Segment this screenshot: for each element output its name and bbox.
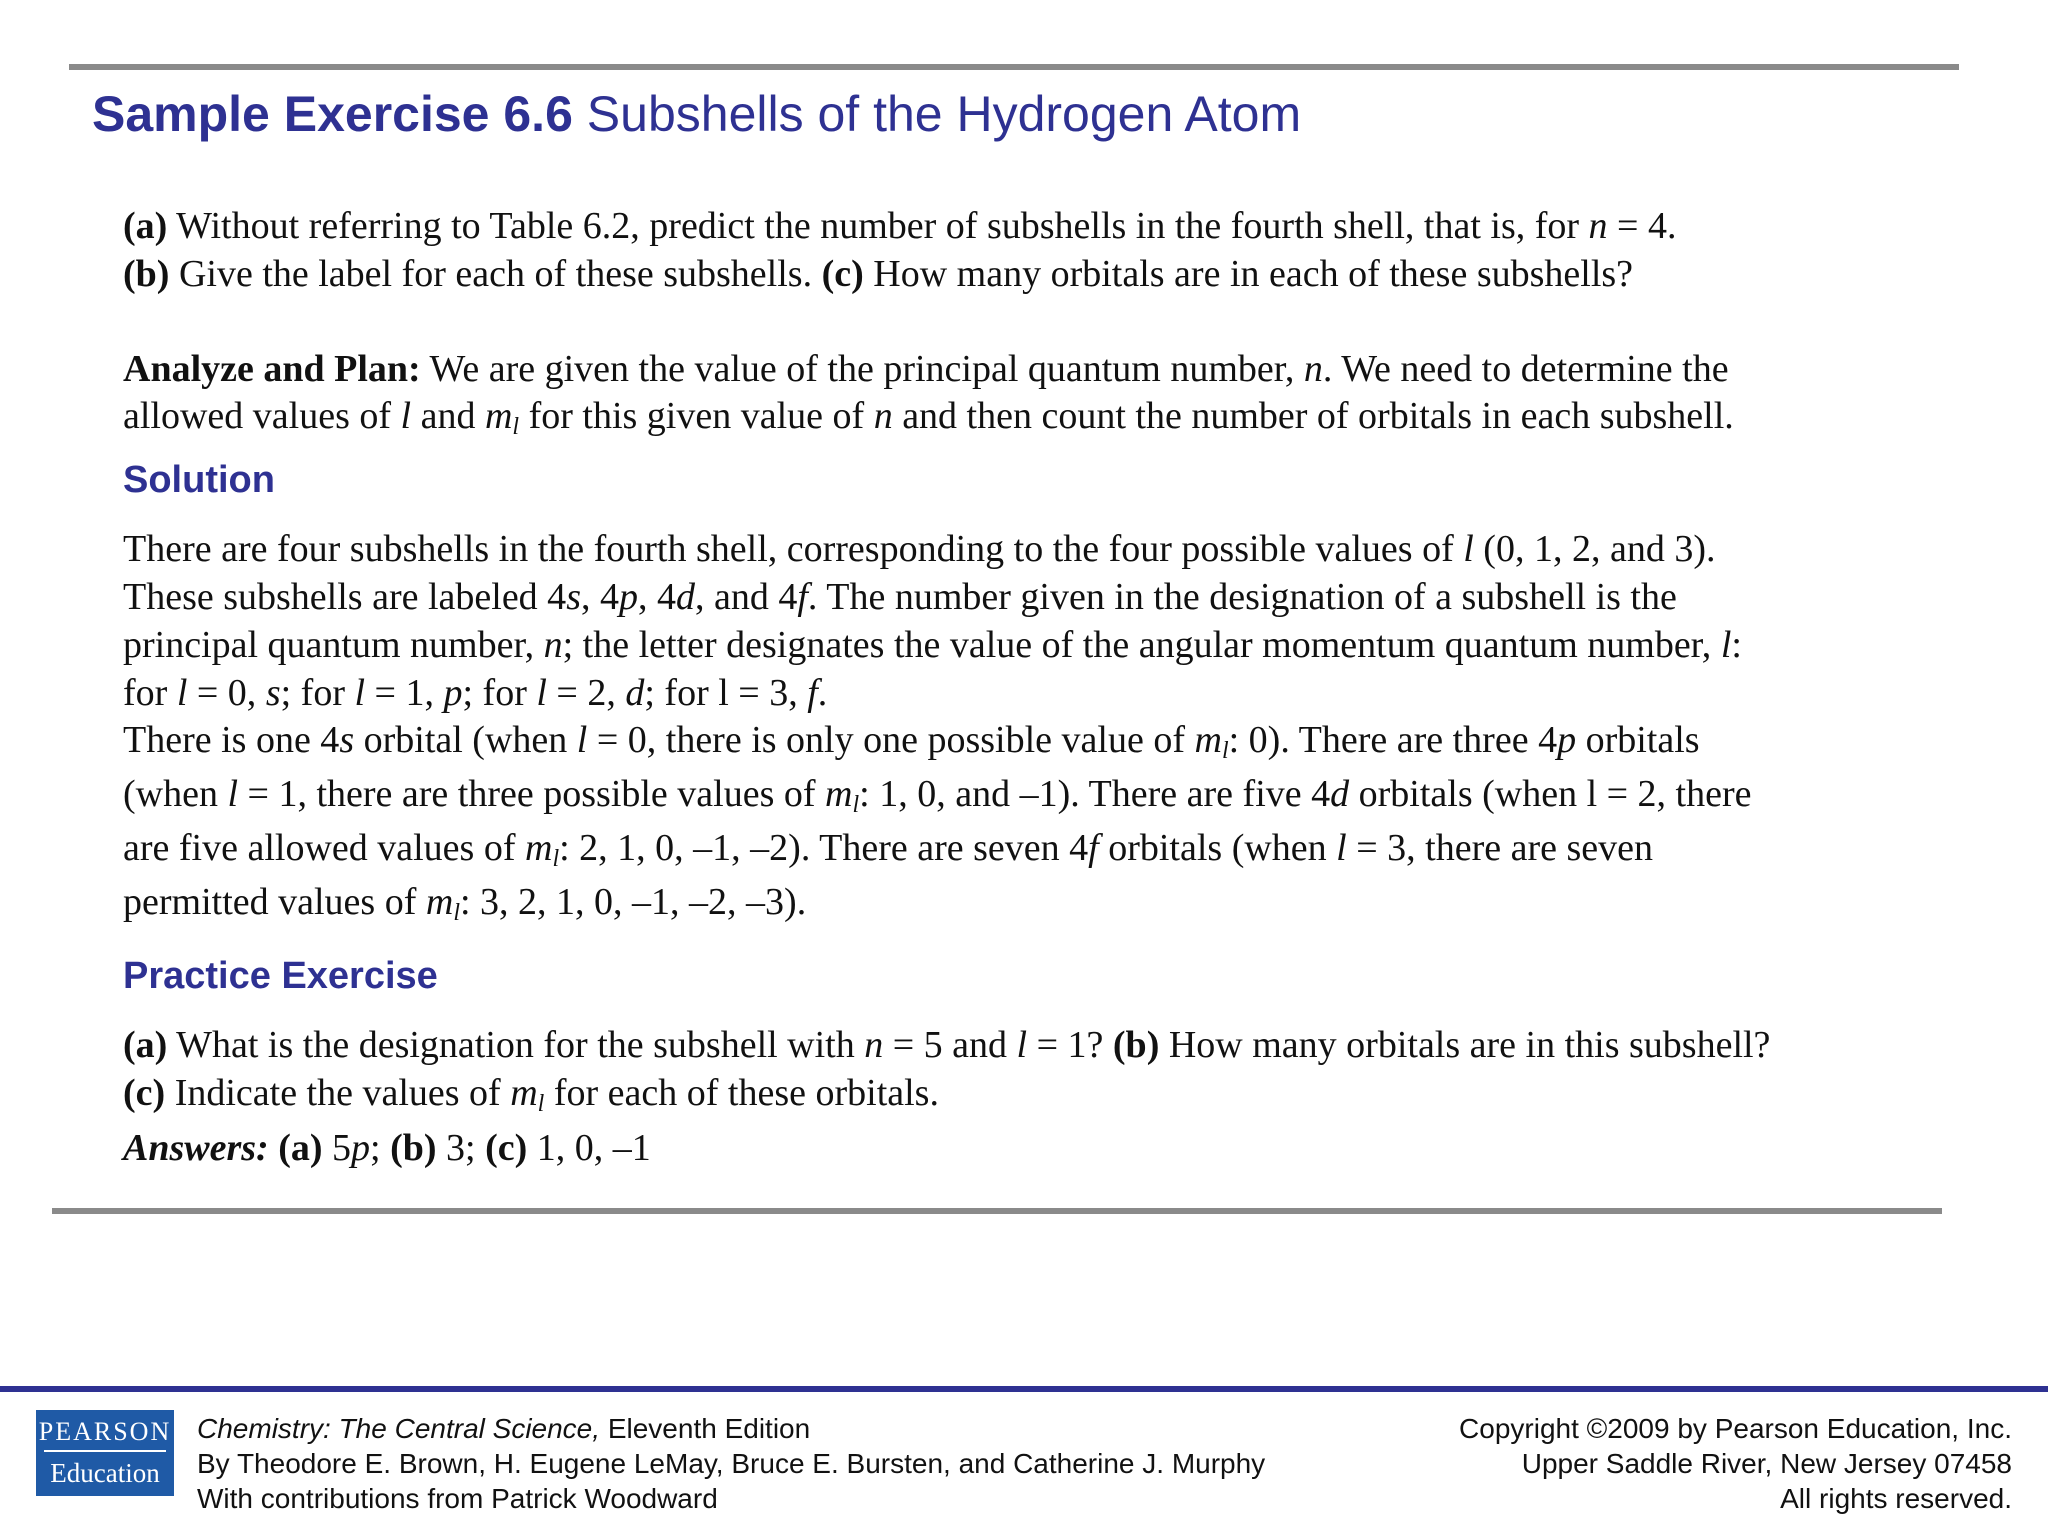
footer-authors: By Theodore E. Brown, H. Eugene LeMay, Bruce E. Bursten, and Catherine J. Murphy xyxy=(197,1448,1266,1479)
solution-line-3: principal quantum number, n; the letter designates the value of the angular momentum quantum number, l: xyxy=(123,624,1742,666)
exercise-number: Sample Exercise 6.6 xyxy=(92,86,573,142)
footer-contributions: With contributions from Patrick Woodward xyxy=(197,1483,718,1514)
solution-line-2: These subshells are labeled 4s, 4p, 4d, and 4f. The number given in the designation of a subshell is the xyxy=(123,576,1677,618)
footer-book-title: Chemistry: The Central Science, Eleventh Edition xyxy=(197,1413,811,1444)
top-divider xyxy=(69,64,1959,70)
solution-line-8: permitted values of $m_l$: 3, 2, 1, 0, –1, –2, –3). xyxy=(123,881,807,926)
solution-line-5: There is one 4s orbital (when l = 0, there is only one possible value of $m_l$: 0). There are three 4p orbitals xyxy=(123,719,1700,764)
question-line-1: (a) Without referring to Table 6.2, predict the number of subshells in the fourth shell, that is, for n = 4. xyxy=(123,205,1677,247)
practice-answers: Answers: (a) 5p; (b) 3; (c) 1, 0, –1 xyxy=(123,1127,651,1169)
solution-line-4: for l = 0, s; for l = 1, p; for l = 2, d; for l = 3, f. xyxy=(123,672,828,714)
question-line-2: (b) Give the label for each of these subshells. (c) How many orbitals are in each of these subshells? xyxy=(123,253,1634,295)
analyze-line-2: allowed values of l and $m_l$ for this given value of n and then count the number of orbitals in each subshell. xyxy=(123,395,1734,440)
practice-heading: Practice Exercise xyxy=(123,955,438,997)
solution-line-7: are five allowed values of $m_l$: 2, 1, 0, –1, –2). There are seven 4f orbitals (when l = 3, there are seven xyxy=(123,827,1654,872)
analyze-line-1: Analyze and Plan: We are given the value of the principal quantum number, n. We need to determine the xyxy=(123,348,1729,390)
pearson-logo: PEARSON Education xyxy=(36,1410,174,1496)
practice-line-1: (a) What is the designation for the subshell with n = 5 and l = 1? (b) How many orbitals are in this subshell? xyxy=(123,1024,1771,1066)
solution-line-1: There are four subshells in the fourth shell, corresponding to the four possible values of l (0, 1, 2, and 3). xyxy=(123,528,1716,570)
bottom-divider xyxy=(52,1208,1942,1214)
footer-rights: All rights reserved. xyxy=(1780,1483,2012,1514)
footer-divider xyxy=(0,1386,2048,1392)
footer-copyright: Copyright ©2009 by Pearson Education, Inc. xyxy=(1459,1413,2012,1444)
footer-location: Upper Saddle River, New Jersey 07458 xyxy=(1521,1448,2012,1479)
exercise-title: Subshells of the Hydrogen Atom xyxy=(586,86,1302,142)
practice-line-2: (c) Indicate the values of $m_l$ for each of these orbitals. xyxy=(123,1072,939,1117)
solution-line-6: (when l = 1, there are three possible values of $m_l$: 1, 0, and –1). There are five 4d orbitals (when l = 2, there xyxy=(123,773,1752,818)
page-title xyxy=(92,84,1301,144)
solution-heading: Solution xyxy=(123,459,275,501)
